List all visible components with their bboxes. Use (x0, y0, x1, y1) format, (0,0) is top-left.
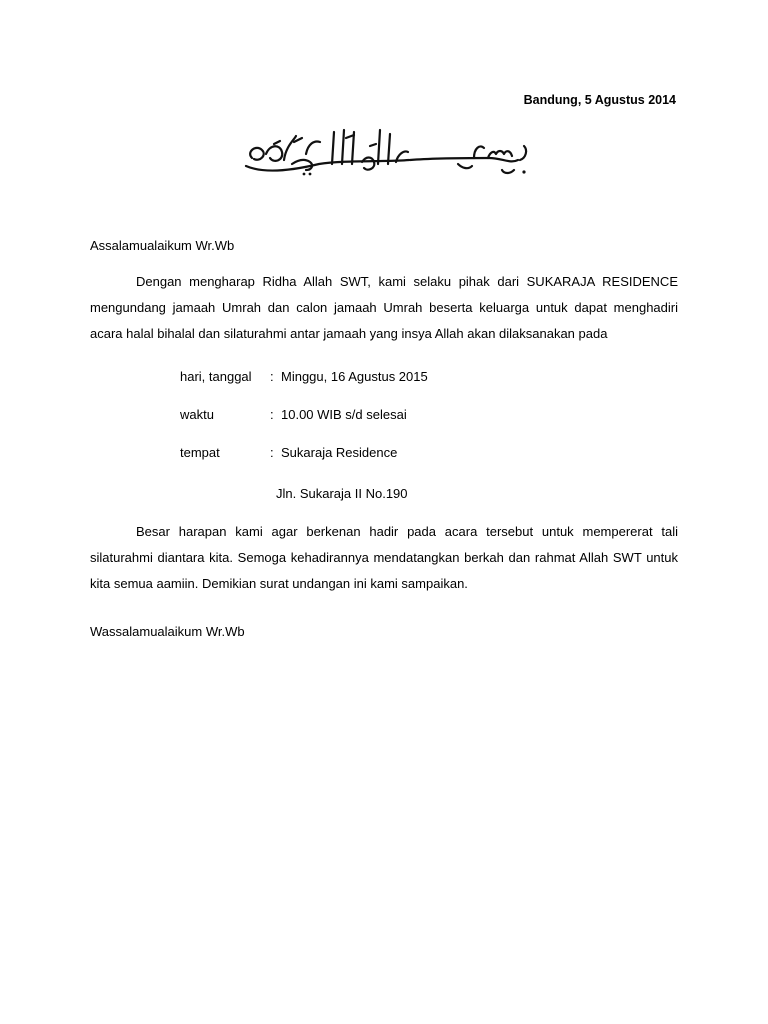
detail-value: 10.00 WIB s/d selesai (281, 407, 407, 422)
detail-label: hari, tanggal (180, 369, 252, 384)
place-date: Bandung, 5 Agustus 2014 (523, 93, 676, 107)
body-paragraph-2: Besar harapan kami agar berkenan hadir pada acara tersebut untuk mempererat tali silaturahmi diantara kita. Semoga kehadirannya mendatangkan berkah dan rahmat Allah SWT untuk kita semua aamiin. Demikian surat undangan ini kami sampaikan. (90, 524, 678, 591)
detail-value: Minggu, 16 Agustus 2015 (281, 369, 428, 384)
detail-row-date (180, 367, 600, 405)
detail-value: Sukaraja Residence (281, 445, 398, 460)
detail-separator: : (270, 369, 274, 384)
detail-row-place (180, 443, 600, 481)
basmala-calligraphy-image (234, 124, 538, 182)
event-details (180, 367, 600, 481)
detail-separator: : (270, 407, 274, 422)
detail-separator: : (270, 445, 274, 460)
address-line: Jln. Sukaraja II No.190 (276, 486, 408, 501)
detail-row-time (180, 405, 600, 443)
detail-label: waktu (180, 407, 214, 422)
closing-greeting: Wassalamualaikum Wr.Wb (90, 624, 245, 639)
detail-label: tempat (180, 445, 220, 460)
body-paragraph-1: Dengan mengharap Ridha Allah SWT, kami selaku pihak dari SUKARAJA RESIDENCE mengundang jamaah Umrah dan calon jamaah Umrah beserta keluarga untuk dapat menghadiri acara halal bihalal dan silaturahmi antar jamaah yang insya Allah akan dilaksanakan pada (90, 274, 678, 341)
opening-greeting: Assalamualaikum Wr.Wb (90, 238, 235, 253)
